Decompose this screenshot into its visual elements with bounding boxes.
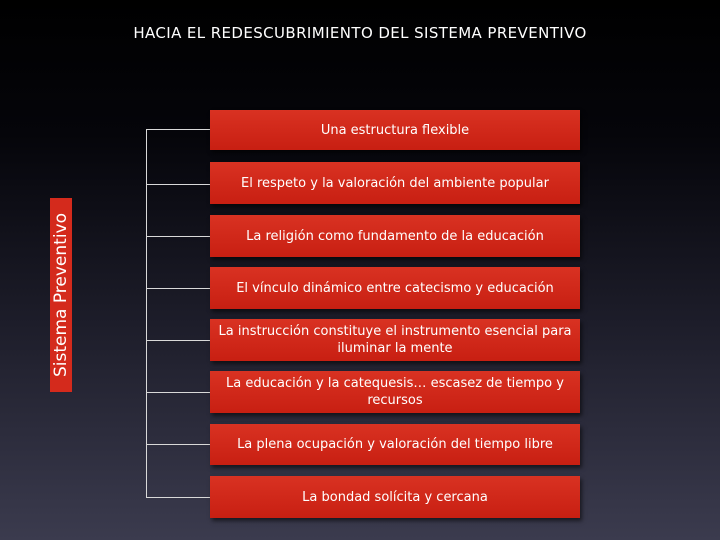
connector-branch bbox=[146, 236, 210, 237]
item-box: Una estructura flexible bbox=[210, 110, 580, 150]
connector-branch bbox=[146, 392, 210, 393]
item-box: La religión como fundamento de la educación bbox=[210, 215, 580, 257]
item-box: La educación y la catequesis… escasez de tiempo y recursos bbox=[210, 371, 580, 413]
slide-title: HACIA EL REDESCUBRIMIENTO DEL SISTEMA PREVENTIVO bbox=[133, 24, 587, 42]
connector-branch bbox=[146, 184, 210, 185]
connector-branch bbox=[146, 340, 210, 341]
item-box: La plena ocupación y valoración del tiempo libre bbox=[210, 424, 580, 465]
item-box: La instrucción constituye el instrumento esencial para iluminar la mente bbox=[210, 319, 580, 361]
item-box: La bondad solícita y cercana bbox=[210, 476, 580, 518]
connector-branch bbox=[146, 497, 210, 498]
connector-branch bbox=[146, 288, 210, 289]
item-box: El vínculo dinámico entre catecismo y educación bbox=[210, 267, 580, 309]
connector-branch bbox=[146, 444, 210, 445]
item-box: El respeto y la valoración del ambiente popular bbox=[210, 162, 580, 204]
side-label: Sistema Preventivo bbox=[51, 212, 71, 378]
connector-branch bbox=[146, 129, 210, 130]
